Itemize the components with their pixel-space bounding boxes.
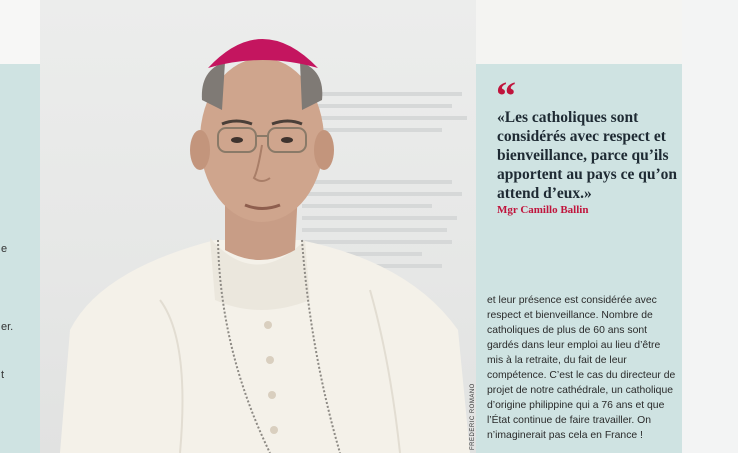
left-text-fragment: er. <box>1 321 14 333</box>
bishop-portrait-illustration <box>40 0 476 453</box>
left-page-color-strip <box>0 64 40 453</box>
portrait-photo <box>40 0 476 453</box>
quote-author: Mgr Camillo Ballin <box>497 204 589 216</box>
left-text-fragment: e <box>1 243 8 255</box>
article-body-text: et leur présence est considérée avec respect et bienveillance. Nombre de catholiques de plus de 60 ans sont gardés dans leur emploi au lieu d’être mis à la retraite, du fait de leur compétence. C’est le cas du directeur de projet de notre cathédrale, un catholique d’origine philippine qui a 76 ans et que l’État continue de faire travailler. On n’imaginerait pas cela en France ! <box>487 295 676 441</box>
photo-credit: FRÉDÉRIC ROMANO <box>470 383 476 450</box>
right-page-edge <box>682 0 738 453</box>
left-text-fragment: t <box>1 369 5 381</box>
pull-quote: «Les catholiques sont considérés avec respect et bienveillance, parce qu’ils apportent au pays ce qu’on attend d’eux.» <box>497 109 677 202</box>
quote-mark-icon: “ <box>496 73 516 118</box>
